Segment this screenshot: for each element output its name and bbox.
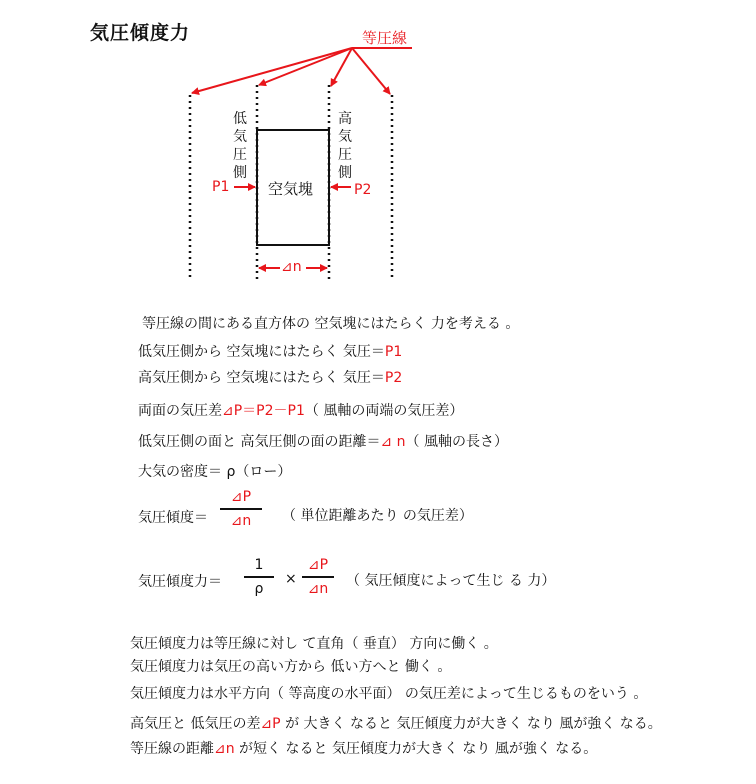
summary-line-1: 気圧傾度力は等圧線に対し て直角（ 垂直） 方向に働く 。	[130, 636, 498, 652]
gradient-denominator: ⊿n	[230, 513, 252, 529]
high-pressure-side-label: 高 気 圧 側	[338, 111, 352, 181]
explanation-line-2: 低気圧側から 空気塊にはたらく 気圧＝P1	[138, 344, 403, 360]
force-numerator-1: 1	[254, 557, 264, 573]
summary-line-2: 気圧傾度力は気圧の高い方から 低い方へと 働く 。	[130, 659, 452, 675]
fraction-bar	[244, 576, 274, 578]
gradient-label: 気圧傾度＝	[138, 510, 208, 526]
p2-label: P2	[354, 182, 372, 198]
force-denominator-1: ρ	[254, 581, 264, 597]
air-parcel-label: 空気塊	[268, 180, 314, 198]
times-sign: ×	[285, 571, 297, 587]
dn-label: ⊿n	[281, 259, 302, 275]
gradient-fraction	[220, 489, 262, 529]
summary-line-3: 気圧傾度力は水平方向（ 等高度の水平面） の気圧差によって生じるものをいう 。	[130, 686, 648, 702]
explanation-line-1: 等圧線の間にある直方体の 空気塊にはたらく 力を考える 。	[142, 316, 520, 332]
isobar-pointer-2	[259, 48, 352, 85]
fraction-bar	[220, 508, 262, 510]
low-pressure-side-label: 低 気 圧 側	[233, 111, 247, 181]
force-fraction-1	[244, 557, 274, 597]
force-fraction-2	[302, 557, 334, 597]
page-title: 気圧傾度力	[90, 22, 191, 44]
explanation-line-3: 高気圧側から 空気塊にはたらく 気圧＝P2	[138, 370, 403, 386]
force-numerator-2: ⊿P	[307, 557, 329, 573]
fraction-bar	[302, 576, 334, 578]
isobar-label: 等圧線	[362, 29, 408, 47]
force-denominator-2: ⊿n	[307, 581, 329, 597]
explanation-line-4: 両面の気圧差⊿P＝P2－P1（ 風軸の両端の気圧差）	[138, 403, 464, 419]
p1-label: P1	[212, 179, 230, 195]
force-label: 気圧傾度力＝	[138, 574, 222, 590]
explanation-line-5: 低気圧側の面と 高気圧側の面の距離＝⊿ n（ 風軸の長さ）	[138, 434, 508, 450]
force-note: （ 気圧傾度によって生じ る 力）	[346, 573, 556, 589]
summary-line-4: 高気圧と 低気圧の差⊿P が 大きく なると 気圧傾度力が大きく なり 風が強く なる。	[130, 716, 662, 732]
gradient-numerator: ⊿P	[230, 489, 252, 505]
explanation-line-6: 大気の密度＝ ρ（ロー）	[138, 464, 292, 480]
isobar-pointer-4	[352, 48, 390, 94]
summary-line-5: 等圧線の距離⊿n が短く なると 気圧傾度力が大きく なり 風が強く なる。	[130, 741, 598, 757]
gradient-note: （ 単位距離あたり の気圧差）	[282, 508, 473, 524]
